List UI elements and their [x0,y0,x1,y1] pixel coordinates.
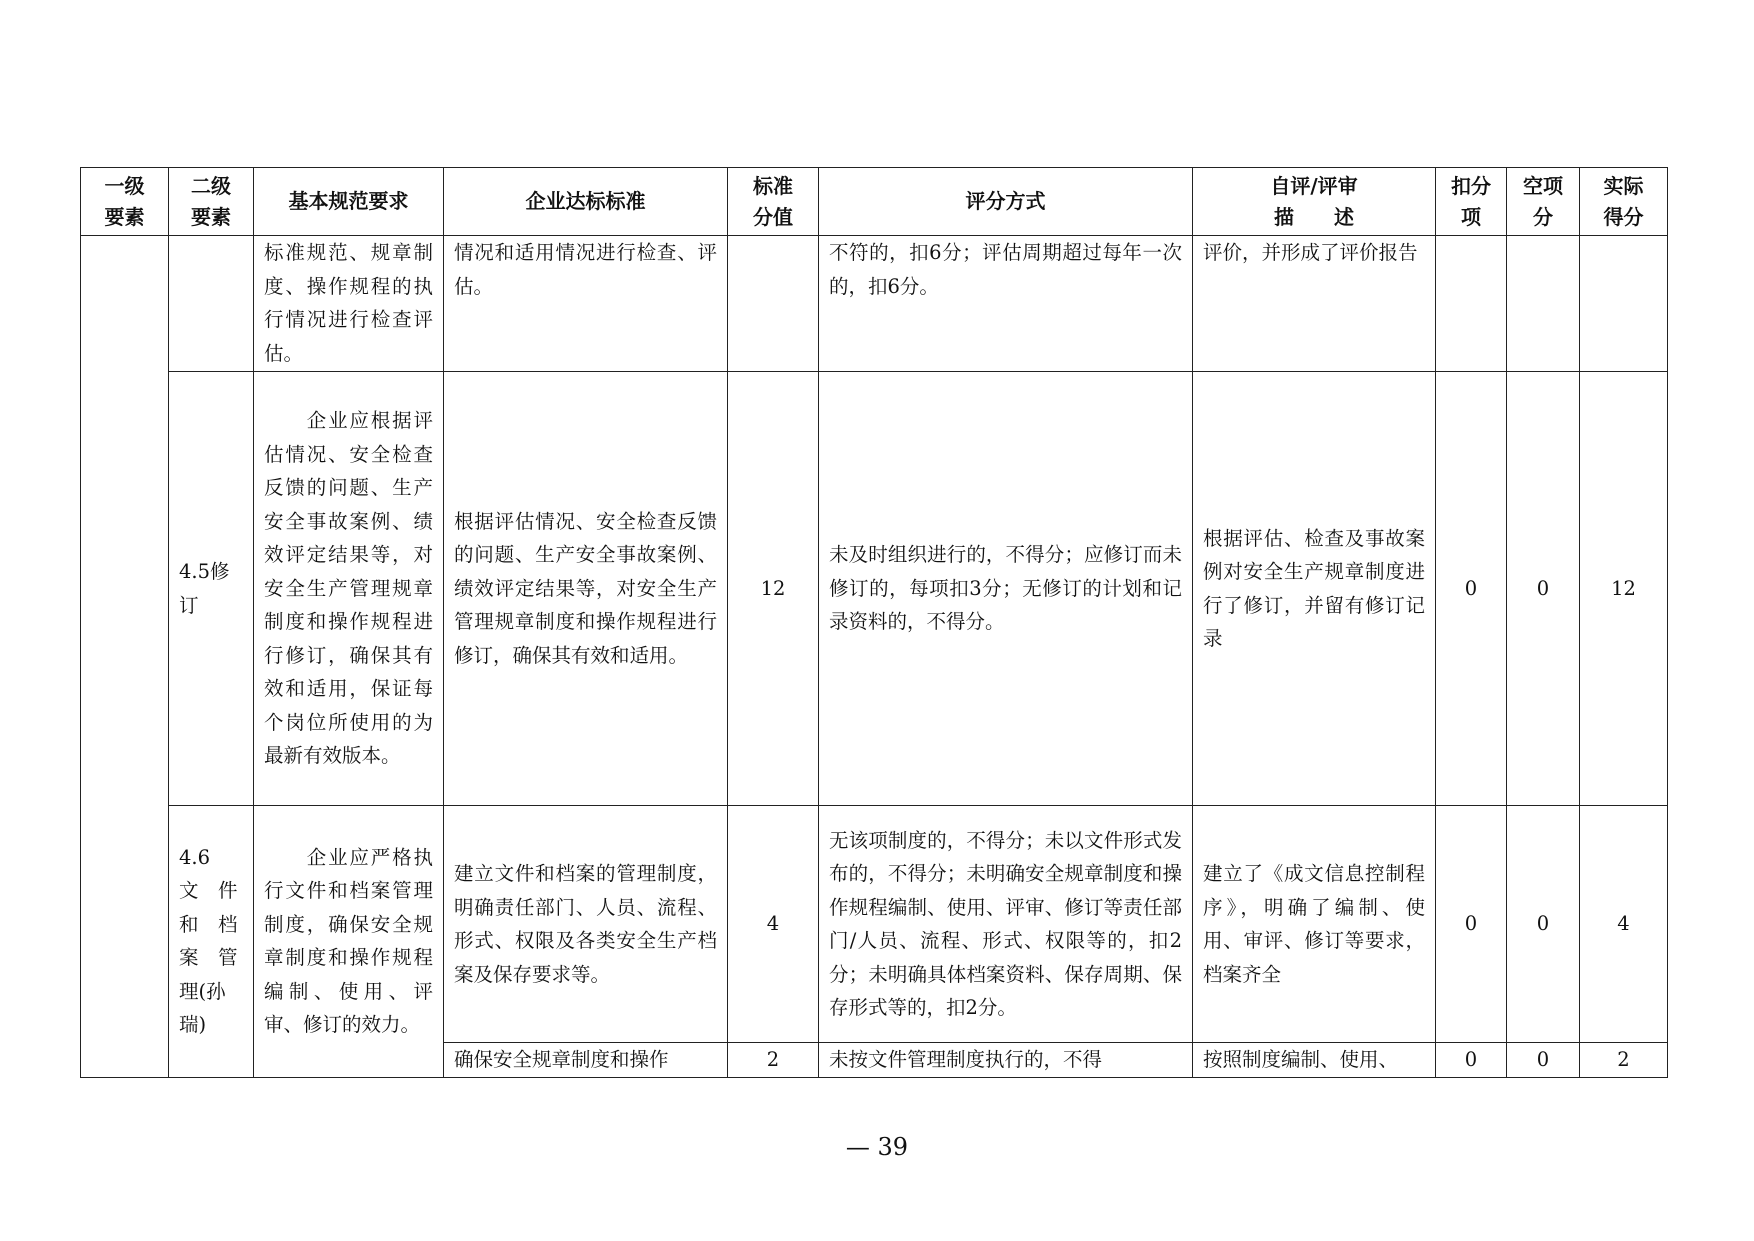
empty-item-cell: 0 [1507,1043,1580,1078]
header-empty-item: 空项 分 [1507,168,1580,236]
actual-score-cell: 2 [1580,1043,1668,1078]
level2-element-cell: 4.6 文 件 和 档 案 管 理(孙 瑞) [169,806,254,1078]
level1-element-cell [81,236,169,1078]
score-cell: 2 [728,1043,819,1078]
empty-item-cell: 0 [1507,806,1580,1043]
table-row [81,372,1668,806]
header-level2-element: 二级 要素 [169,168,254,236]
level2-element-cell [169,236,254,372]
requirement-cell: 企业应严格执行文件和档案管理制度，确保安全规章制度和操作规程编制、使用、评审、修订的效力。 [254,806,444,1078]
table-row [81,806,1668,1043]
method-cell: 不符的，扣6分；评估周期超过每年一次的，扣6分。 [819,236,1193,372]
description-cell: 评价，并形成了评价报告 [1193,236,1436,372]
deduction-cell: 0 [1436,806,1507,1043]
standard-cell: 情况和适用情况进行检查、评估。 [444,236,728,372]
requirement-cell: 标准规范、规章制度、操作规程的执行情况进行检查评估。 [254,236,444,372]
score-cell: 4 [728,806,819,1043]
header-standard-score: 标准 分值 [728,168,819,236]
score-cell: 12 [728,372,819,806]
description-cell: 按照制度编制、使用、 [1193,1043,1436,1078]
header-basic-requirement: 基本规范要求 [254,168,444,236]
actual-score-cell: 12 [1580,372,1668,806]
empty-item-cell: 0 [1507,372,1580,806]
standard-cell: 建立文件和档案的管理制度，明确责任部门、人员、流程、形式、权限及各类安全生产档案及保存要求等。 [444,806,728,1043]
header-deduction: 扣分 项 [1436,168,1507,236]
page-number: — 39 [845,1133,909,1161]
header-row [81,168,1668,236]
level2-element-cell: 4.5修订 [169,372,254,806]
table-row [81,236,1668,372]
actual-score-cell [1580,236,1668,372]
deduction-cell [1436,236,1507,372]
header-enterprise-standard: 企业达标标准 [444,168,728,236]
description-cell: 建立了《成文信息控制程序》，明确了编制、使用、审评、修订等要求，档案齐全 [1193,806,1436,1043]
score-cell [728,236,819,372]
method-cell: 未按文件管理制度执行的，不得 [819,1043,1193,1078]
header-actual-score: 实际 得分 [1580,168,1668,236]
scoring-table [80,167,1668,1078]
empty-item-cell [1507,236,1580,372]
description-cell: 根据评估、检查及事故案例对安全生产规章制度进行了修订，并留有修订记录 [1193,372,1436,806]
header-scoring-method: 评分方式 [819,168,1193,236]
actual-score-cell: 4 [1580,806,1668,1043]
method-cell: 未及时组织进行的，不得分；应修订而未修订的，每项扣3分；无修订的计划和记录资料的，不得分。 [819,372,1193,806]
header-description: 自评/评审 描 述 [1193,168,1436,236]
header-level1-element: 一级 要素 [81,168,169,236]
deduction-cell: 0 [1436,1043,1507,1078]
standard-cell: 根据评估情况、安全检查反馈的问题、生产安全事故案例、绩效评定结果等，对安全生产管理规章制度和操作规程进行修订，确保其有效和适用。 [444,372,728,806]
requirement-cell: 企业应根据评估情况、安全检查反馈的问题、生产安全事故案例、绩效评定结果等，对安全生产管理规章制度和操作规程进行修订，确保其有效和适用，保证每个岗位所使用的为最新有效版本。 [254,372,444,806]
standard-cell: 确保安全规章制度和操作 [444,1043,728,1078]
method-cell: 无该项制度的，不得分；未以文件形式发布的，不得分；未明确安全规章制度和操作规程编制、使用、评审、修订等责任部门/人员、流程、形式、权限等的，扣2分；未明确具体档案资料、保存周期、保存形式等的，扣2分。 [819,806,1193,1043]
deduction-cell: 0 [1436,372,1507,806]
